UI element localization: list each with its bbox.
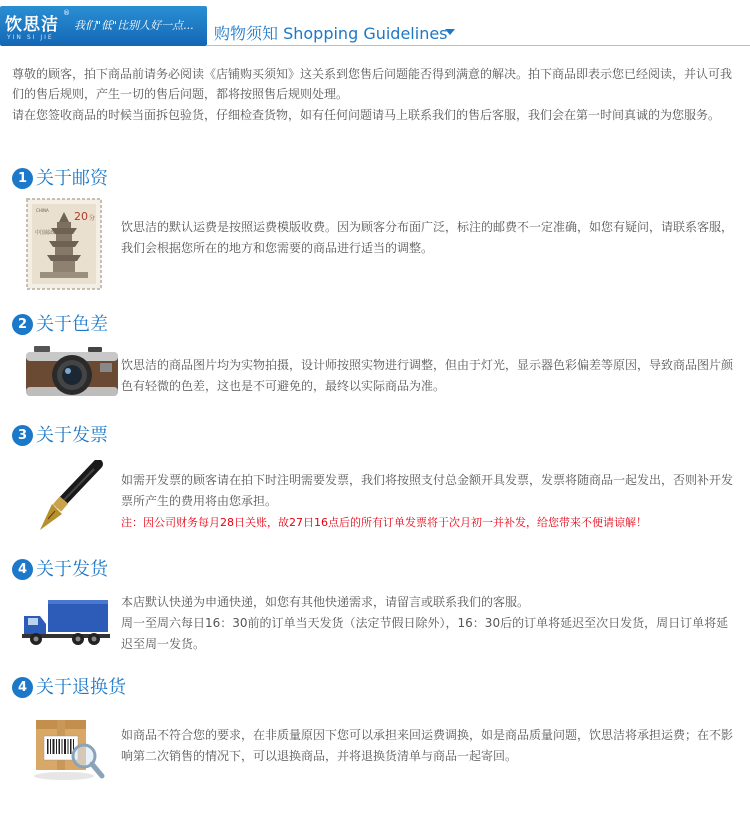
brand-slogan: 我们"低"比别人好一点... xyxy=(74,19,194,32)
section-number-badge: 3 xyxy=(12,425,33,446)
stamp-country: CHINA xyxy=(36,208,49,213)
shipping-line-2: 周一至周六每日16：30前的订单当天发货（法定节假日除外），16：30后的订单将延迟至次日发货，周日订单将延迟至周一发货。 xyxy=(121,616,729,651)
fountain-pen-icon xyxy=(34,460,104,534)
invoice-note: 注：因公司财务每月28日关账，故27日16点后的所有订单发票将于次月初一并补发，给您带来不便请谅解！ xyxy=(121,516,647,529)
section-heading: 关于退换货 xyxy=(36,677,126,698)
stamp-value: 20 xyxy=(74,210,88,223)
header xyxy=(0,0,750,52)
section-text-color: 饮思洁的商品图片均为实物拍摄，设计师按照实物进行调整，但由于灯光，显示器色彩偏差等原因，导致商品图片颜色有轻微的色差，这也是不可避免的，最终以实际商品为准。 xyxy=(121,358,734,393)
brand-name: 饮思洁 xyxy=(5,15,59,35)
brand-logo xyxy=(0,6,207,46)
stamp-caption: 中国邮政 xyxy=(35,230,56,236)
postage-stamp-icon xyxy=(26,198,102,290)
delivery-truck-icon xyxy=(20,596,112,648)
section-text-returns: 如商品不符合您的要求，在非质量原因下您可以承担来回运费调换，如是商品质量问题，饮思洁将承担运费；在不影响第二次销售的情况下，可以退换商品，并将退换货清单与商品一起寄回。 xyxy=(121,728,734,763)
section-number-badge: 2 xyxy=(12,314,33,335)
package-barcode-icon xyxy=(30,712,106,782)
brand-pinyin: YIN SI JIE xyxy=(7,34,54,41)
invoice-paragraph: 如需开发票的顾客请在拍下时注明需要发票，我们将按照支付总金额开具发票，发票将随商品一起发出，否则补开发票所产生的费用将由您承担。 xyxy=(121,473,734,508)
stamp-unit: 分 xyxy=(89,215,96,222)
registered-mark: ® xyxy=(63,9,70,17)
intro-paragraph-1: 尊敬的顾客，拍下商品前请务必阅读《店铺购买须知》这关系到您售后问题能否得到满意的解决。拍下商品即表示您已经阅读，并认可我们的售后规则，产生一切的售后问题，都将按照售后规则处理。 xyxy=(12,67,733,101)
camera-icon xyxy=(24,344,120,402)
section-text-invoice xyxy=(121,470,736,533)
page-title: 购物须知 Shopping Guidelines xyxy=(214,24,448,43)
section-text-shipping xyxy=(121,592,736,655)
section-number-badge: 4 xyxy=(12,677,33,698)
section-heading: 关于色差 xyxy=(36,314,108,335)
caret-down-icon[interactable] xyxy=(445,29,455,35)
section-heading: 关于发货 xyxy=(36,559,108,580)
shipping-line-1: 本店默认快递为申通快递，如您有其他快递需求，请留言或联系我们的客服。 xyxy=(121,595,530,609)
section-heading: 关于发票 xyxy=(36,425,108,446)
section-number-badge: 1 xyxy=(12,168,33,189)
intro-paragraph-2: 请在您签收商品的时候当面拆包验货，仔细检查货物，如有任何问题请马上联系我们的售后客服，我们会在第一时间真诚的为您服务。 xyxy=(12,108,721,122)
section-text-postage: 饮思洁的默认运费是按照运费模版收费。因为顾客分布面广泛，标注的邮费不一定准确，如您有疑问，请联系客服，我们会根据您所在的地方和您需要的商品进行适当的调整。 xyxy=(121,220,734,255)
section-heading: 关于邮资 xyxy=(36,168,108,189)
header-divider xyxy=(207,45,750,46)
section-number-badge: 4 xyxy=(12,559,33,580)
